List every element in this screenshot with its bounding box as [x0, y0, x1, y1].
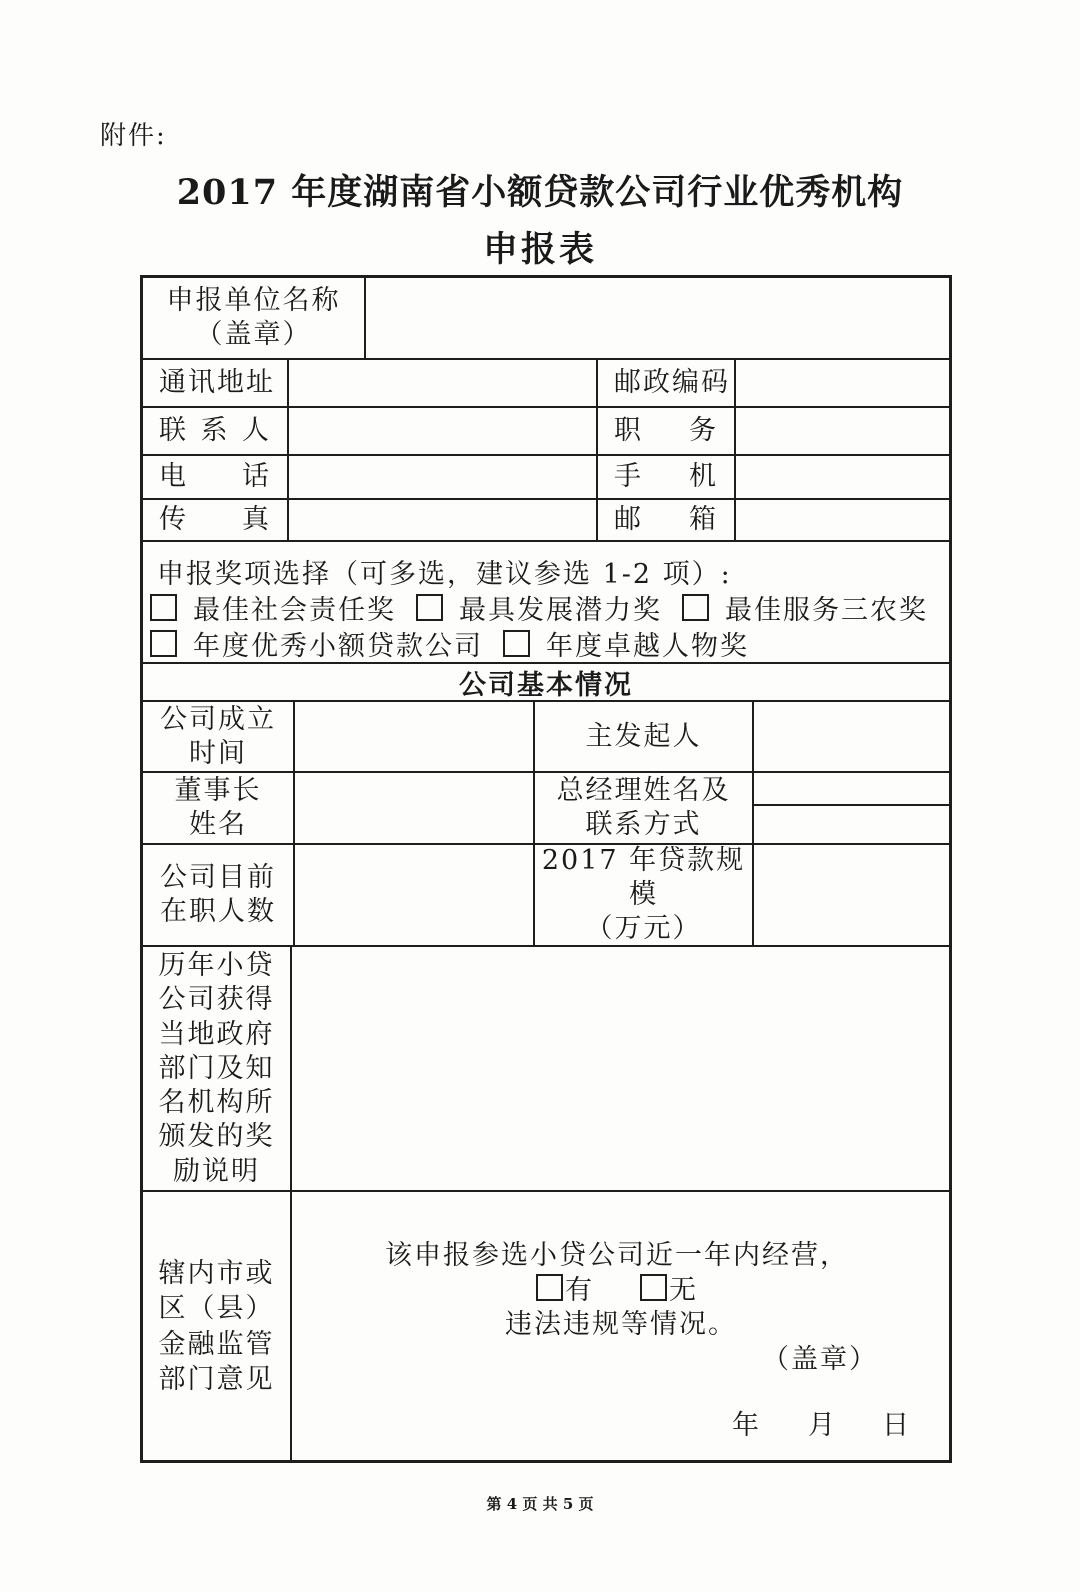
honors-label [143, 948, 290, 1190]
founded-label-line: 公司成立 [160, 703, 276, 735]
loan-scale-label-line: 模 [629, 879, 658, 911]
honors-label-line: 励说明 [173, 1155, 260, 1187]
opinion-yes-label: 有 [565, 1275, 594, 1306]
fax-label-char: 真 [242, 504, 271, 536]
form-title: 2017 年度湖南省小额贷款公司行业优秀机构 [176, 172, 904, 213]
table-rule [752, 700, 754, 947]
honors-label-line: 名机构所 [158, 1087, 275, 1119]
staff-label-line: 公司目前 [160, 862, 276, 894]
unit-name-label [143, 278, 364, 358]
awards-title: 申报奖项选择（可多选，建议参选 1-2 项）: [157, 559, 732, 590]
award-option-label: 最佳社会责任奖 [193, 595, 396, 626]
checkbox-icon[interactable] [503, 630, 530, 657]
contact-field[interactable] [290, 408, 596, 454]
founder-label-text: 主发起人 [585, 720, 702, 752]
contact-label-char: 人 [242, 415, 271, 447]
postcode-label-char: 编 [672, 367, 701, 399]
address-field[interactable] [290, 360, 596, 406]
gm-contact-field[interactable] [755, 806, 949, 843]
chairman-label-line: 董事长 [174, 775, 262, 807]
position-label-char: 职 [614, 415, 643, 447]
honors-label-line: 部门及知 [158, 1052, 275, 1084]
gm-label-line: 总经理姓名及 [556, 775, 731, 807]
award-option[interactable] [416, 588, 662, 627]
checkbox-icon[interactable] [416, 594, 443, 621]
honors-label-line: 当地政府 [158, 1018, 275, 1050]
staff-label [143, 845, 293, 945]
address-label-char: 地 [217, 367, 246, 399]
opinion-no-label: 无 [669, 1275, 698, 1306]
award-option-label: 年度卓越人物奖 [546, 631, 749, 662]
contact-label-char: 联 [159, 415, 188, 447]
phone-label-char: 电 [159, 461, 188, 493]
loan-scale-label-line: （万元） [585, 912, 702, 944]
awards-row-1 [150, 588, 948, 627]
mobile-label [598, 456, 734, 498]
founder-field[interactable] [755, 702, 949, 771]
fax-field[interactable] [290, 500, 596, 540]
checkbox-icon[interactable] [536, 1274, 563, 1301]
checkbox-icon[interactable] [150, 594, 177, 621]
award-option-label: 年度优秀小额贷款公司 [193, 631, 483, 662]
regulator-label-line: 部门意见 [158, 1363, 275, 1395]
opinion-line-1: 该申报参选小贷公司近一年内经营， [385, 1240, 849, 1271]
staff-field[interactable] [296, 845, 533, 945]
honors-label-line: 颁发的奖 [158, 1121, 275, 1153]
unit-name-field[interactable] [367, 278, 949, 358]
regulator-label-line: 区（县） [158, 1293, 275, 1325]
opinion-month: 月 [808, 1410, 837, 1441]
email-label [598, 500, 734, 540]
email-label-char: 箱 [689, 504, 718, 536]
postcode-label-char: 码 [701, 367, 730, 399]
checkbox-icon[interactable] [150, 630, 177, 657]
contact-label [143, 408, 287, 454]
table-rule [364, 275, 366, 360]
founded-field[interactable] [296, 702, 533, 771]
table-rule [140, 945, 952, 947]
checkbox-icon[interactable] [682, 594, 709, 621]
regulator-label-line: 金融监管 [158, 1328, 275, 1360]
table-rule [140, 540, 952, 542]
table-rule [287, 358, 289, 542]
mobile-label-char: 机 [689, 461, 718, 493]
unit-name-label-text: 申报单位名称 [166, 285, 341, 317]
email-label-char: 邮 [614, 504, 643, 536]
founded-label [143, 702, 293, 771]
address-label-char: 址 [246, 367, 275, 399]
table-border-bottom [140, 1460, 952, 1463]
chairman-label [143, 773, 293, 843]
loan-scale-field[interactable] [755, 845, 949, 945]
position-label-char: 务 [689, 415, 718, 447]
checkbox-icon[interactable] [640, 1274, 667, 1301]
mobile-label-char: 手 [614, 461, 643, 493]
gm-label-line: 联系方式 [585, 809, 702, 840]
phone-field[interactable] [290, 456, 596, 498]
postcode-field[interactable] [737, 360, 949, 406]
chairman-label-line: 姓名 [189, 809, 247, 840]
form-subtitle: 申报表 [482, 229, 597, 270]
honors-label-line: 历年小贷 [158, 950, 275, 982]
section-title: 公司基本情况 [459, 669, 633, 701]
position-field[interactable] [737, 408, 949, 454]
award-option[interactable] [682, 588, 928, 627]
founded-label-line: 时间 [189, 737, 247, 769]
award-option[interactable] [150, 624, 483, 663]
unit-name-seal-note: （盖章） [195, 319, 312, 350]
gm-label [535, 773, 752, 843]
opinion-line-3: 违法违规等情况。 [505, 1309, 737, 1340]
regulator-label [143, 1193, 290, 1460]
position-label [598, 408, 734, 454]
award-option-label: 最佳服务三农奖 [725, 595, 928, 626]
postcode-label-char: 政 [643, 367, 672, 399]
opinion-seal: （盖章） [762, 1344, 878, 1375]
gm-name-field[interactable] [755, 773, 949, 804]
table-rule [734, 358, 736, 542]
award-option[interactable] [150, 588, 396, 627]
loan-scale-label-line: 2017 年贷款规 [541, 845, 746, 877]
loan-scale-label [535, 845, 752, 945]
regulator-label-line: 辖内市或 [158, 1258, 275, 1290]
opinion-day: 日 [882, 1410, 911, 1441]
honors-field[interactable] [293, 948, 949, 1190]
table-rule [293, 700, 295, 947]
contact-label-char: 系 [200, 415, 230, 447]
postcode-label-char: 邮 [614, 367, 643, 399]
chairman-field[interactable] [296, 773, 533, 843]
phone-label-char: 话 [242, 461, 271, 493]
staff-label-line: 在职人数 [160, 896, 276, 927]
opinion-year: 年 [732, 1410, 761, 1441]
postcode-label [598, 360, 734, 406]
honors-label-line: 公司获得 [158, 984, 275, 1016]
email-field[interactable] [737, 500, 949, 540]
address-label-char: 讯 [188, 367, 217, 399]
table-rule [140, 1190, 952, 1192]
awards-row-2 [150, 624, 769, 663]
table-rule [290, 945, 292, 1462]
address-label-char: 通 [159, 367, 188, 399]
founder-label [535, 702, 752, 771]
attachment-label: 附件: [100, 121, 167, 151]
fax-label [143, 500, 287, 540]
award-option[interactable] [503, 624, 749, 663]
phone-label [143, 456, 287, 498]
mobile-field[interactable] [737, 456, 949, 498]
page-number: 第 4 页 共 5 页 [486, 1495, 594, 1513]
address-label [143, 360, 287, 406]
award-option-label: 最具发展潜力奖 [459, 595, 662, 626]
fax-label-char: 传 [159, 504, 188, 536]
